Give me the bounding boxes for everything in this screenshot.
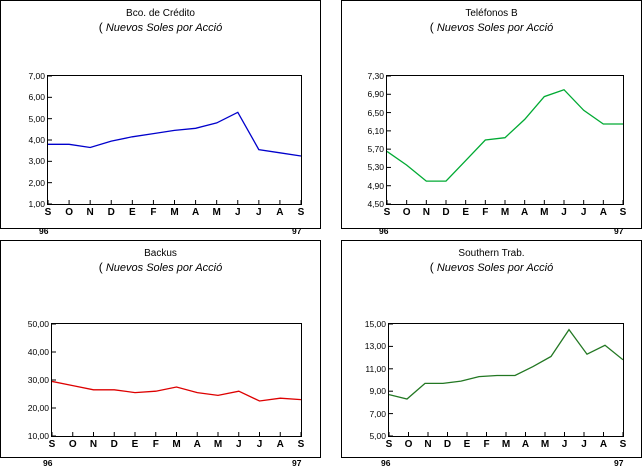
x-axis-tick-label: E <box>463 439 471 450</box>
x-axis-tick-label: S <box>619 439 627 450</box>
x-axis-tick-label: J <box>234 207 241 218</box>
chart-panel-southern-trab <box>341 240 642 468</box>
x-axis-tick-label: F <box>482 207 489 218</box>
x-axis-tick-label: A <box>191 207 200 218</box>
year-label-end: 97 <box>292 226 302 236</box>
x-axis-tick-label: M <box>170 207 179 218</box>
x-axis-tick-label: S <box>385 439 393 450</box>
y-axis-tick-label: 1,00 <box>28 199 45 209</box>
x-axis-labels <box>385 439 627 459</box>
x-axis-tick-label: J <box>580 207 587 218</box>
chart-subtitle-text: Nuevos Soles por Acció <box>436 22 554 34</box>
x-axis-tick-label: D <box>443 439 452 450</box>
x-axis-tick-label: N <box>422 207 430 218</box>
x-axis-tick-label: S <box>383 207 391 218</box>
y-axis-tick-label: 13,00 <box>364 341 386 352</box>
x-axis-tick-label: S <box>297 439 305 450</box>
x-axis-tick-label: O <box>404 439 413 450</box>
year-label-start: 96 <box>381 458 391 468</box>
x-axis-tick-label: A <box>521 207 529 218</box>
chart-panel-telefonos-b <box>341 0 642 236</box>
year-label-start: 96 <box>39 226 49 236</box>
y-axis-tick-label: 6,90 <box>367 89 384 100</box>
x-axis-tick-label: O <box>68 439 77 450</box>
x-axis-labels <box>48 439 305 459</box>
y-axis-tick-label: 15,00 <box>364 319 386 329</box>
x-axis-tick-label: A <box>193 439 201 450</box>
x-axis-tick-label: M <box>500 207 510 218</box>
chart-subtitle <box>342 21 641 35</box>
chart-subtitle-text: Nuevos Soles por Acció <box>105 262 223 274</box>
chart-subtitle <box>1 261 320 275</box>
y-axis-tick-label: 3,00 <box>28 156 45 167</box>
plot-area <box>47 75 302 205</box>
x-axis-tick-label: J <box>561 439 568 450</box>
chart-title: Backus <box>144 248 177 259</box>
y-axis-tick-label: 40,00 <box>27 347 49 357</box>
x-axis-tick-label: D <box>110 439 118 450</box>
y-axis-tick-label: 10,00 <box>27 431 49 441</box>
x-axis-tick-label: J <box>561 207 567 218</box>
x-axis-tick-label: A <box>276 207 284 218</box>
x-axis-tick-label: D <box>107 207 115 218</box>
y-axis-tick-label: 2,00 <box>28 177 45 188</box>
chart-title: Bco. de Crédito <box>126 8 195 19</box>
y-axis-tick-label: 5,30 <box>367 162 384 173</box>
y-axis-labels <box>1 35 45 215</box>
y-axis-tick-label: 5,00 <box>369 431 386 441</box>
x-axis-tick-label: M <box>540 207 549 218</box>
x-axis-tick-label: S <box>619 207 627 218</box>
y-axis-tick-label: 6,10 <box>367 125 384 136</box>
chart-title: Teléfonos B <box>465 8 518 19</box>
y-axis-tick-label: 30,00 <box>27 375 49 385</box>
chart-panel-bco-de-credito <box>0 0 321 236</box>
y-axis-labels <box>342 35 384 215</box>
y-axis-labels <box>342 275 386 447</box>
x-axis-labels <box>44 207 305 227</box>
y-axis-tick-label: 11,00 <box>365 363 386 374</box>
x-axis-tick-label: M <box>501 439 511 450</box>
chart-panel-backus <box>0 240 321 468</box>
x-axis-tick-label: N <box>89 439 98 450</box>
chart-subtitle <box>1 21 320 35</box>
y-axis-tick-label: 7,00 <box>369 408 386 419</box>
x-axis-tick-label: E <box>131 439 139 450</box>
y-axis-tick-label: 4,00 <box>28 135 45 145</box>
y-axis-tick-label: 4,50 <box>367 199 384 209</box>
x-axis-tick-label: S <box>48 439 56 450</box>
year-label-end: 97 <box>614 226 624 236</box>
line-series <box>52 324 301 436</box>
line-series <box>48 76 301 204</box>
x-axis-tick-label: A <box>599 439 608 450</box>
x-axis-tick-label: S <box>44 207 52 218</box>
chart-subtitle-text: Nuevos Soles por Acció <box>436 262 554 274</box>
y-axis-tick-label: 4,90 <box>367 180 384 191</box>
x-axis-tick-label: N <box>424 439 432 450</box>
year-label-start: 96 <box>379 226 389 236</box>
y-axis-tick-label: 6,00 <box>28 92 45 103</box>
x-axis-tick-label: E <box>128 207 136 218</box>
x-axis-tick-label: J <box>581 439 587 450</box>
x-axis-tick-label: J <box>256 207 262 218</box>
x-axis-tick-label: O <box>402 207 411 218</box>
x-axis-tick-label: O <box>65 207 73 218</box>
x-axis-tick-label: M <box>212 207 221 218</box>
chart-subtitle <box>342 261 641 275</box>
series-line <box>52 381 301 401</box>
x-axis-tick-label: F <box>483 439 490 450</box>
chart-subtitle-paren: ( <box>98 20 103 34</box>
y-axis-tick-label: 9,00 <box>369 386 386 397</box>
x-axis-tick-label: J <box>256 439 263 450</box>
x-axis-tick-label: A <box>276 439 284 450</box>
x-axis-tick-label: M <box>213 439 223 450</box>
y-axis-tick-label: 6,50 <box>367 107 384 118</box>
year-label-end: 97 <box>614 458 624 468</box>
chart-subtitle-paren: ( <box>429 260 434 274</box>
year-label-start: 96 <box>43 458 53 468</box>
plot-area <box>386 75 624 205</box>
x-axis-tick-label: M <box>172 439 181 450</box>
plot-area <box>388 323 624 437</box>
x-axis-labels <box>383 207 627 227</box>
x-axis-tick-label: D <box>442 207 450 218</box>
year-label-end: 97 <box>292 458 302 468</box>
y-axis-labels <box>1 275 49 447</box>
series-line <box>389 330 623 399</box>
y-axis-tick-label: 50,00 <box>27 319 49 329</box>
y-axis-tick-label: 20,00 <box>27 403 49 413</box>
x-axis-tick-label: F <box>152 439 159 450</box>
x-axis-tick-label: F <box>150 207 157 218</box>
series-line <box>48 112 301 156</box>
x-axis-tick-label: A <box>521 439 530 450</box>
chart-subtitle-text: Nuevos Soles por Acció <box>105 22 223 34</box>
x-axis-tick-label: J <box>235 439 242 450</box>
x-axis-tick-label: M <box>540 439 550 450</box>
chart-subtitle-paren: ( <box>98 260 103 274</box>
x-axis-tick-label: N <box>86 207 94 218</box>
line-series <box>387 76 623 204</box>
y-axis-tick-label: 5,70 <box>367 144 384 155</box>
chart-subtitle-paren: ( <box>429 20 434 34</box>
x-axis-tick-label: A <box>599 207 607 218</box>
plot-area <box>51 323 302 437</box>
y-axis-tick-label: 7,00 <box>28 71 45 81</box>
x-axis-tick-label: S <box>297 207 305 218</box>
x-axis-tick-label: E <box>462 207 469 218</box>
y-axis-tick-label: 7,30 <box>367 71 384 81</box>
chart-title: Southern Trab. <box>458 248 525 259</box>
line-series <box>389 324 623 436</box>
series-line <box>387 90 623 181</box>
y-axis-tick-label: 5,00 <box>28 113 45 124</box>
